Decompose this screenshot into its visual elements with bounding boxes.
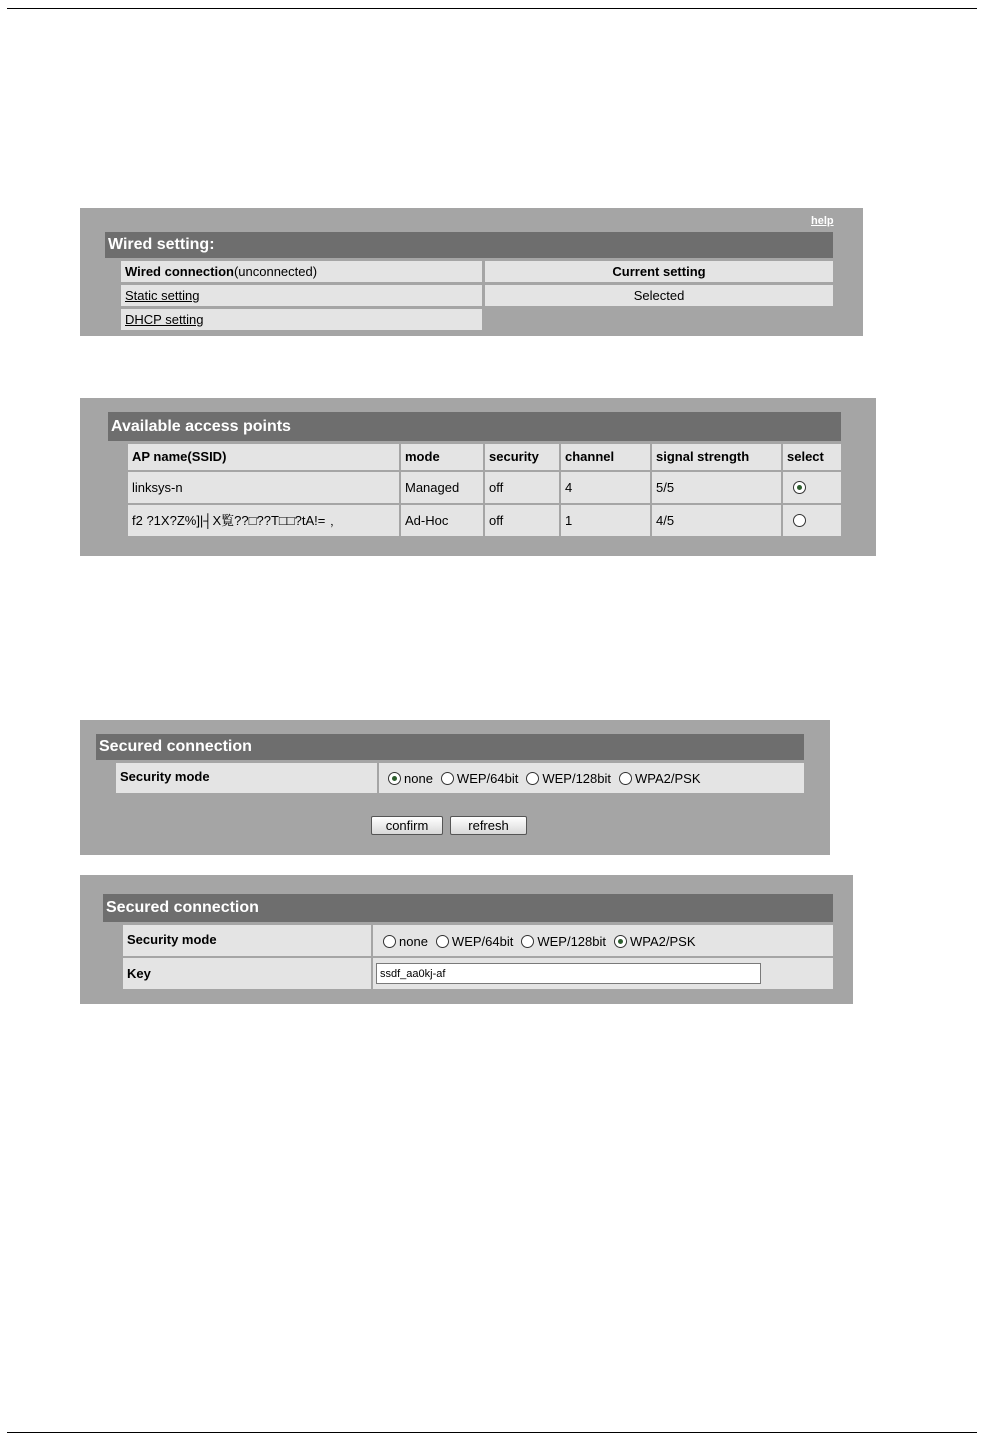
ap-row-1-select-cell [783, 472, 841, 503]
option-wep128-1[interactable]: WEP/128bit [526, 771, 611, 786]
ap-row-1-security: off [485, 472, 559, 503]
radio-wep128-1[interactable] [526, 772, 539, 785]
static-setting-link[interactable]: Static setting [125, 288, 200, 303]
header-rule [7, 8, 977, 9]
radio-none-2[interactable] [383, 935, 396, 948]
access-points-title: Available access points [108, 412, 841, 441]
secured-connection-title-2: Secured connection [103, 894, 833, 922]
option-none-1[interactable]: none [388, 771, 433, 786]
column-header-mode: mode [401, 444, 483, 470]
radio-wpa2-1[interactable] [619, 772, 632, 785]
key-field-cell [373, 958, 833, 989]
static-setting-cell [121, 285, 482, 306]
radio-wep64-1[interactable] [441, 772, 454, 785]
option-wep128-2[interactable]: WEP/128bit [521, 934, 606, 949]
option-wpa2-2[interactable]: WPA2/PSK [614, 934, 696, 949]
security-mode-options-2 [373, 925, 833, 956]
ap-row-2-select-cell [783, 505, 841, 536]
refresh-button[interactable]: refresh [450, 816, 527, 835]
security-mode-label-1: Security mode [116, 763, 377, 793]
secured-connection-panel-1 [80, 720, 830, 855]
ap-row-1-ssid: linksys-n [128, 472, 399, 503]
key-input[interactable] [376, 963, 761, 984]
ap-row-2-signal: 4/5 [652, 505, 781, 536]
footer-rule [7, 1432, 977, 1433]
ap-row-1-channel: 4 [561, 472, 650, 503]
help-link[interactable]: help [811, 215, 834, 227]
column-header-select: select [783, 444, 841, 470]
ap-row-1-mode: Managed [401, 472, 483, 503]
radio-wpa2-2[interactable] [614, 935, 627, 948]
wired-setting-panel [80, 208, 863, 336]
column-header-channel: channel [561, 444, 650, 470]
key-label: Key [123, 958, 371, 989]
wired-setting-title: Wired setting: [105, 232, 833, 258]
column-header-security: security [485, 444, 559, 470]
option-wep64-2[interactable]: WEP/64bit [436, 934, 513, 949]
security-mode-label-2: Security mode [123, 925, 371, 956]
dhcp-setting-link[interactable]: DHCP setting [125, 312, 204, 327]
option-wep64-1[interactable]: WEP/64bit [441, 771, 518, 786]
option-none-2[interactable]: none [383, 934, 428, 949]
option-wpa2-1[interactable]: WPA2/PSK [619, 771, 701, 786]
ap-row-2-security: off [485, 505, 559, 536]
wired-connection-label: Wired connection [125, 264, 234, 279]
access-points-panel [80, 398, 876, 556]
ap-row-2-channel: 1 [561, 505, 650, 536]
ap-row-2-mode: Ad-Hoc [401, 505, 483, 536]
radio-none-1[interactable] [388, 772, 401, 785]
secured-connection-panel-2 [80, 875, 853, 1004]
dhcp-setting-cell [121, 309, 482, 330]
secured-connection-title-1: Secured connection [96, 734, 804, 760]
ap-row-1-select-radio[interactable] [793, 481, 806, 494]
security-mode-options-1 [379, 763, 804, 793]
wired-connection-status: (unconnected) [233, 264, 318, 279]
ap-row-2-select-radio[interactable] [793, 514, 806, 527]
column-header-signal: signal strength [652, 444, 781, 470]
radio-wep64-2[interactable] [436, 935, 449, 948]
static-setting-status: Selected [485, 285, 833, 306]
ap-row-2-ssid: f2 ?1X?Z%]|┤X覧??□??T□□?tA!=﹐ [128, 505, 399, 536]
wired-connection-header [121, 261, 482, 282]
column-header-ssid: AP name(SSID) [128, 444, 399, 470]
ap-row-1-signal: 5/5 [652, 472, 781, 503]
radio-wep128-2[interactable] [521, 935, 534, 948]
confirm-button[interactable]: confirm [371, 816, 443, 835]
current-setting-header: Current setting [485, 261, 833, 282]
